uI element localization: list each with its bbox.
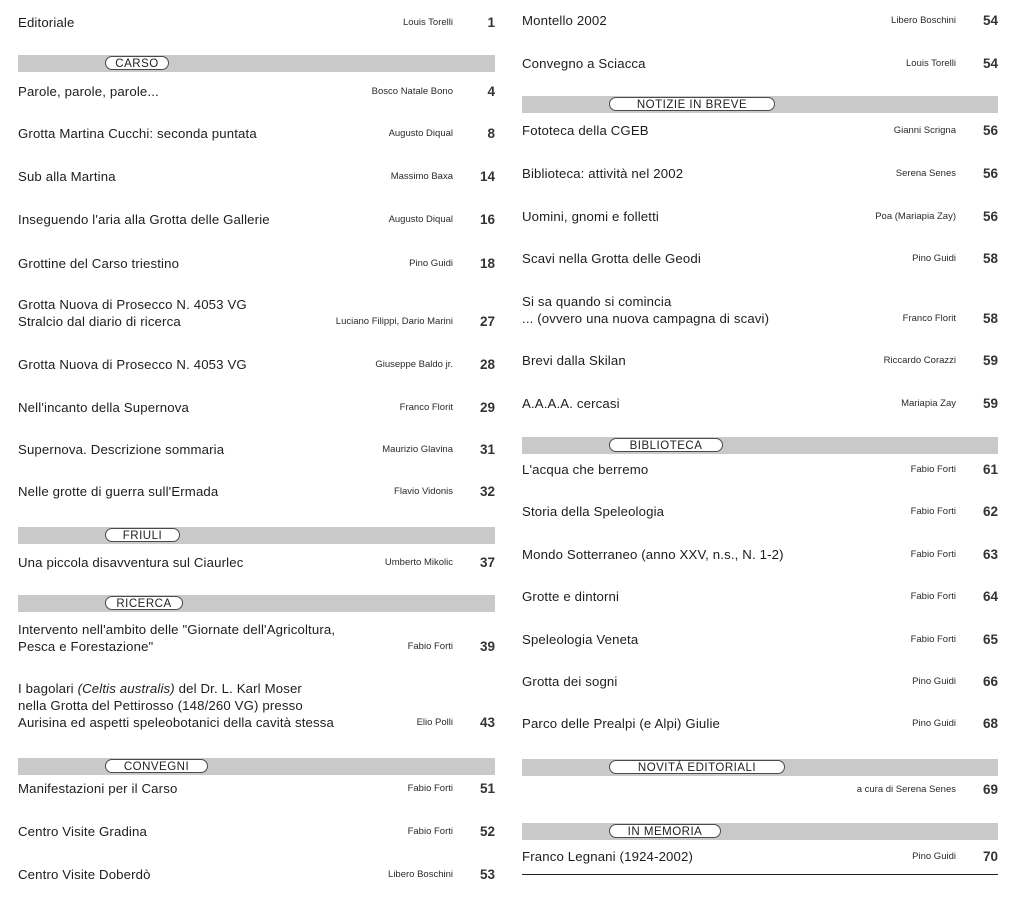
entry-title: Franco Legnani (1924-2002) [522, 849, 694, 864]
entry-page: 54 [982, 13, 998, 28]
entry-author: Pino Guidi [912, 676, 956, 687]
entry-title: Inseguendo l'aria alla Grotta delle Gallerie [18, 212, 270, 227]
toc-entry[interactable] [522, 208, 998, 225]
toc-entry[interactable] [18, 168, 495, 185]
toc-entry[interactable] [18, 554, 495, 571]
entry-title: Sub alla Martina [18, 169, 116, 184]
entry-author: Franco Florit [902, 313, 956, 324]
toc-entry[interactable] [18, 211, 495, 228]
toc-entry[interactable] [18, 866, 495, 883]
entry-page: 54 [982, 56, 998, 71]
entry-page: 29 [479, 400, 495, 415]
toc-entry[interactable] [522, 12, 998, 29]
entry-author: Fabio Forti [910, 464, 956, 475]
toc-entry[interactable] [18, 356, 495, 373]
section-band-convegni [18, 758, 495, 775]
entry-title: Convegno a Sciacca [522, 56, 646, 71]
toc-entry[interactable] [18, 83, 495, 100]
entry-page: 4 [487, 84, 495, 99]
entry-author: Umberto Mikolic [384, 557, 453, 568]
section-band-ricerca [18, 595, 495, 612]
entry-author: Augusto Diqual [388, 128, 453, 139]
entry-title: Storia della Speleologia [522, 504, 665, 519]
entry-title: Mondo Sotterraneo (anno XXV, n.s., N. 1-2) [522, 547, 784, 562]
entry-page: 51 [479, 781, 495, 796]
toc-entry[interactable] [522, 588, 998, 605]
entry-page: 16 [479, 212, 495, 227]
entry-author: Giuseppe Baldo jr. [375, 359, 453, 370]
entry-title: Una piccola disavventura sul Ciaurlec [18, 555, 244, 570]
entry-page: 66 [982, 674, 998, 689]
toc-entry[interactable] [522, 848, 998, 865]
toc-entry[interactable] [522, 122, 998, 139]
closing-rule [522, 874, 998, 875]
entry-page: 1 [487, 15, 495, 30]
entry-title: Centro Visite Gradina [18, 824, 147, 839]
entry-author: Pino Guidi [912, 851, 956, 862]
entry-author: Gianni Scrigna [893, 125, 956, 136]
section-label: NOTIZIE IN BREVE [609, 97, 775, 111]
toc-entry[interactable] [522, 55, 998, 72]
toc-entry[interactable] [522, 165, 998, 182]
entry-title: Speleologia Veneta [522, 632, 639, 647]
entry-page: 28 [479, 357, 495, 372]
entry-author: Louis Torelli [403, 17, 453, 28]
toc-entry[interactable] [522, 352, 998, 369]
entry-author: Fabio Forti [407, 641, 453, 652]
entry-page: 14 [479, 169, 495, 184]
entry-title: A.A.A.A. cercasi [522, 396, 620, 411]
entry-author: Elio Polli [416, 717, 453, 728]
entry-title: Parco delle Prealpi (e Alpi) Giulie [522, 716, 721, 731]
entry-page: 69 [982, 782, 998, 797]
toc-entry[interactable] [18, 483, 495, 500]
section-label: RICERCA [105, 596, 183, 610]
toc-entry[interactable] [18, 296, 495, 330]
entry-page: 63 [982, 547, 998, 562]
entry-title: Nell'incanto della Supernova [18, 400, 189, 415]
toc-entry[interactable] [18, 441, 495, 458]
toc-entry[interactable] [522, 715, 998, 732]
entry-title: Editoriale [18, 15, 75, 30]
entry-author: Fabio Forti [910, 549, 956, 560]
toc-entry[interactable] [522, 250, 998, 267]
entry-title: Supernova. Descrizione sommaria [18, 442, 225, 457]
entry-page: 8 [487, 126, 495, 141]
section-label: FRIULI [105, 528, 180, 542]
toc-entry[interactable] [522, 546, 998, 563]
entry-author: Fabio Forti [910, 506, 956, 517]
section-label: NOVITÀ EDITORIALI [609, 760, 785, 774]
section-band-in-memoria [522, 823, 998, 840]
toc-entry[interactable] [522, 461, 998, 478]
section-band-novita-editoriali [522, 759, 998, 776]
entry-title: Grotta Nuova di Prosecco N. 4053 VG Stralcio dal diario di ricerca [18, 297, 247, 329]
entry-page: 59 [982, 353, 998, 368]
entry-author: Augusto Diqual [388, 214, 453, 225]
entry-author: Pino Guidi [912, 253, 956, 264]
entry-title: Intervento nell'ambito delle "Giornate dell'Agricoltura, Pesca e Forestazione" [18, 622, 336, 654]
entry-author: Pino Guidi [912, 718, 956, 729]
entry-author: Franco Florit [399, 402, 453, 413]
entry-page: 39 [479, 639, 495, 654]
entry-title: Brevi dalla Skilan [522, 353, 626, 368]
entry-page: 61 [982, 462, 998, 477]
entry-author: Libero Boschini [891, 15, 956, 26]
entry-title: Grottine del Carso triestino [18, 256, 180, 271]
entry-page: 18 [479, 256, 495, 271]
entry-author: Fabio Forti [910, 591, 956, 602]
entry-author: Fabio Forti [407, 826, 453, 837]
toc-entry[interactable] [18, 780, 495, 797]
toc-entry[interactable] [18, 621, 495, 655]
toc-entry[interactable] [18, 399, 495, 416]
toc-entry[interactable] [18, 823, 495, 840]
entry-author: Maurizio Glavina [382, 444, 453, 455]
entry-page: 56 [982, 166, 998, 181]
entry-author: Bosco Natale Bono [371, 86, 453, 97]
toc-entry[interactable] [522, 293, 998, 327]
toc-entry[interactable] [18, 680, 495, 731]
entry-title: Nelle grotte di guerra sull'Ermada [18, 484, 219, 499]
section-label: BIBLIOTECA [609, 438, 723, 452]
entry-page: 56 [982, 123, 998, 138]
entry-page: 64 [982, 589, 998, 604]
section-band-friuli [18, 527, 495, 544]
section-band-notizie-in-breve [522, 96, 998, 113]
toc-entry[interactable] [18, 14, 495, 31]
entry-page: 52 [479, 824, 495, 839]
entry-author: Massimo Baxa [390, 171, 453, 182]
entry-title: Grotte e dintorni [522, 589, 620, 604]
entry-author: Fabio Forti [910, 634, 956, 645]
entry-page: 37 [479, 555, 495, 570]
entry-author: Riccardo Corazzi [883, 355, 956, 366]
entry-author: Pino Guidi [409, 258, 453, 269]
entry-page: 58 [982, 311, 998, 326]
entry-title: Si sa quando si comincia ... (ovvero una nuova campagna di scavi) [522, 294, 770, 326]
entry-page: 70 [982, 849, 998, 864]
entry-page: 31 [479, 442, 495, 457]
toc-entry[interactable] [18, 255, 495, 272]
entry-page: 56 [982, 209, 998, 224]
toc-entry[interactable] [522, 395, 998, 412]
section-label: CARSO [105, 56, 169, 70]
entry-title: Scavi nella Grotta delle Geodi [522, 251, 701, 266]
entry-page: 27 [479, 314, 495, 329]
section-band-carso [18, 55, 495, 72]
entry-title: Fototeca della CGEB [522, 123, 649, 138]
entry-page: 65 [982, 632, 998, 647]
entry-author: Mariapia Zay [901, 398, 956, 409]
entry-title: I bagolari (Celtis australis) del Dr. L. Karl Moser nella Grotta del Pettirosso (148/260 VG) presso Aurisina ed aspetti speleobotanici della cavità stessa [18, 681, 334, 730]
entry-author: a cura di Serena Senes [856, 784, 956, 795]
entry-page: 58 [982, 251, 998, 266]
entry-author: Louis Torelli [906, 58, 956, 69]
entry-author: Serena Senes [895, 168, 956, 179]
toc-entry[interactable] [522, 631, 998, 648]
entry-page: 53 [479, 867, 495, 882]
entry-title: Manifestazioni per il Carso [18, 781, 178, 796]
entry-page: 32 [479, 484, 495, 499]
toc-entry[interactable] [18, 125, 495, 142]
entry-title: Centro Visite Doberdò [18, 867, 151, 882]
entry-title: Grotta dei sogni [522, 674, 618, 689]
entry-author: Luciano Filippi, Dario Marini [335, 316, 453, 327]
section-label: CONVEGNI [105, 759, 208, 773]
toc-entry[interactable] [522, 673, 998, 690]
toc-entry[interactable] [522, 781, 998, 798]
entry-title: L'acqua che berremo [522, 462, 649, 477]
entry-author: Libero Boschini [388, 869, 453, 880]
toc-entry[interactable] [522, 503, 998, 520]
entry-title: Grotta Nuova di Prosecco N. 4053 VG [18, 357, 247, 372]
entry-page: 68 [982, 716, 998, 731]
section-band-biblioteca [522, 437, 998, 454]
section-label: IN MEMORIA [609, 824, 721, 838]
entry-page: 59 [982, 396, 998, 411]
entry-author: Flavio Vidonis [394, 486, 453, 497]
entry-title: Uomini, gnomi e folletti [522, 209, 659, 224]
entry-page: 43 [479, 715, 495, 730]
entry-author: Fabio Forti [407, 783, 453, 794]
entry-author: Poa (Mariapia Zay) [875, 211, 956, 222]
entry-title: Montello 2002 [522, 13, 607, 28]
entry-title: Parole, parole, parole... [18, 84, 159, 99]
entry-title: Grotta Martina Cucchi: seconda puntata [18, 126, 257, 141]
entry-title: Biblioteca: attività nel 2002 [522, 166, 684, 181]
entry-page: 62 [982, 504, 998, 519]
